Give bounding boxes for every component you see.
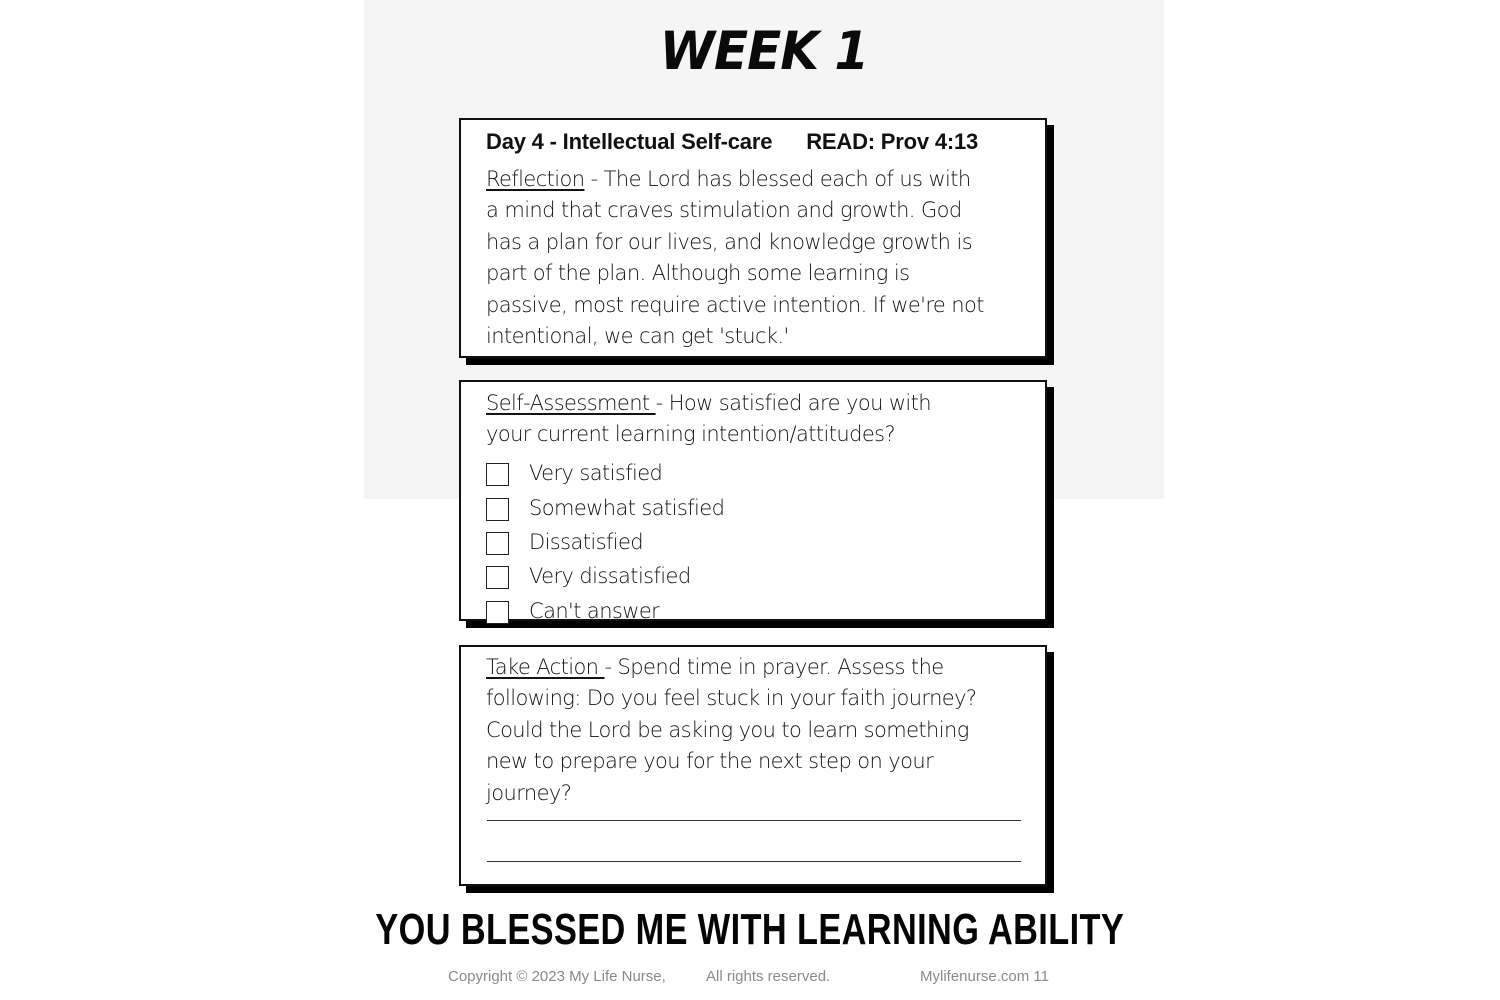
day-header	[486, 129, 978, 155]
read-label: READ: Prov 4:13	[806, 129, 979, 154]
checkbox[interactable]	[486, 532, 509, 555]
reflection-line: passive, most require active intention. If we're not	[486, 292, 984, 317]
answer-line[interactable]	[487, 861, 1021, 862]
action-line: new to prepare you for the next step on your	[486, 749, 934, 774]
reflection-line: part of the plan. Although some learning is	[486, 261, 910, 286]
option-dissatisfied[interactable]	[486, 525, 724, 559]
banner-title: YOU BLESSED ME WITH LEARNING ABILITY	[375, 905, 1125, 954]
option-very-dissatisfied[interactable]	[486, 559, 724, 593]
rights-text: All rights reserved.	[706, 968, 831, 985]
action-heading: Take Action	[486, 655, 605, 679]
day-label: Day 4 - Intellectual Self-care	[486, 129, 773, 154]
option-label: Very satisfied	[529, 461, 663, 486]
assessment-line: Self-Assessment - How satisfied are you with	[486, 391, 932, 415]
checkbox[interactable]	[486, 601, 509, 624]
copyright-text: Copyright © 2023 My Life Nurse,	[448, 968, 666, 985]
assessment-text	[486, 388, 931, 451]
option-very-satisfied[interactable]	[486, 456, 724, 490]
reflection-card	[459, 118, 1047, 358]
action-line: journey?	[486, 780, 572, 805]
site-page-text: Mylifenurse.com 11	[920, 968, 1049, 985]
reflection-line: a mind that craves stimulation and growth. God	[486, 198, 962, 223]
action-line: following: Do you feel stuck in your faith journey?	[486, 686, 977, 711]
option-label: Very dissatisfied	[529, 564, 691, 589]
reflection-line: has a plan for our lives, and knowledge growth is	[486, 229, 973, 254]
assessment-options	[486, 456, 724, 628]
action-line: Take Action - Spend time in prayer. Assess the	[486, 655, 944, 679]
reflection-heading: Reflection	[486, 167, 585, 191]
checkbox[interactable]	[486, 498, 509, 521]
action-line: Could the Lord be asking you to learn something	[486, 717, 969, 742]
checkbox[interactable]	[486, 463, 509, 486]
self-assessment-card	[459, 380, 1047, 621]
option-cant-answer[interactable]	[486, 594, 724, 628]
week-title: WEEK 1	[659, 20, 869, 82]
reflection-line: intentional, we can get 'stuck.'	[486, 324, 789, 349]
reflection-line: Reflection - The Lord has blessed each of us with	[486, 167, 971, 191]
assessment-line: your current learning intention/attitudes?	[486, 422, 896, 447]
take-action-card	[459, 645, 1047, 886]
assessment-heading: Self-Assessment	[486, 391, 656, 415]
option-somewhat-satisfied[interactable]	[486, 490, 724, 524]
option-label: Can't answer	[529, 598, 660, 623]
option-label: Somewhat satisfied	[529, 495, 725, 520]
option-label: Dissatisfied	[529, 529, 644, 554]
action-text	[486, 652, 976, 809]
answer-line[interactable]	[487, 820, 1021, 821]
reflection-text	[486, 164, 984, 352]
checkbox[interactable]	[486, 566, 509, 589]
